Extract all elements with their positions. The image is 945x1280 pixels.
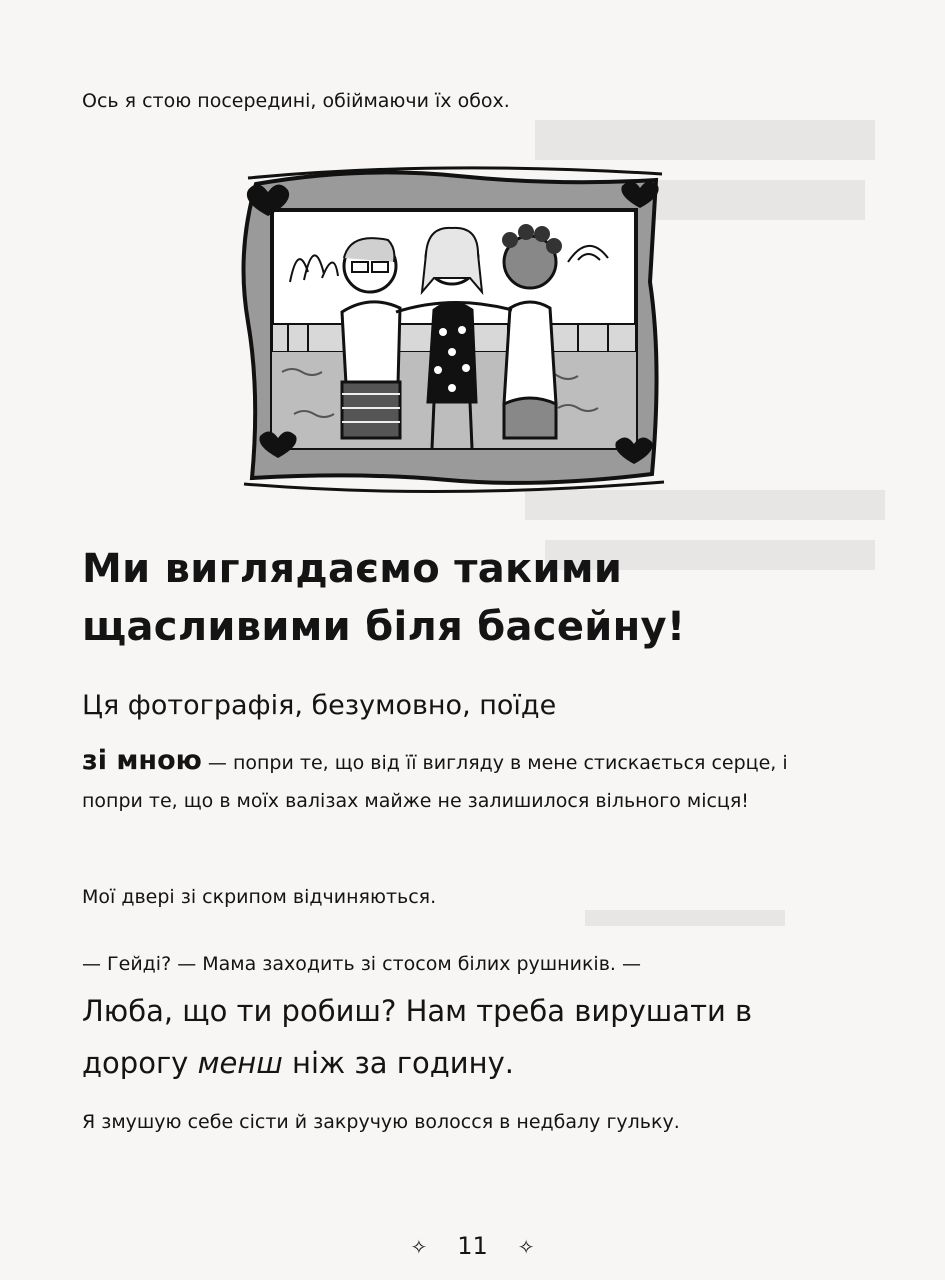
dialog-quote <box>82 985 845 1089</box>
paragraph-1-body <box>82 742 845 820</box>
paragraph-1-rest: — попри те, що від її вигляду в мене стискається серце, і попри те, що в моїх валізах майже не залишилося вільного місця! <box>82 752 788 812</box>
page-number: 11 <box>457 1232 488 1260</box>
headline-line-2: щасливими біля басейну! <box>82 604 686 650</box>
paragraph-1-lead: Ця фотографія, безумовно, поїде <box>82 690 557 721</box>
headline <box>82 540 845 656</box>
paragraph-2: Мої двері зі скрипом відчиняються. <box>82 886 437 908</box>
dialog-italic: менш <box>197 1046 283 1080</box>
caption-text: Ось я стою посередині, обіймаючи їх обох. <box>82 90 510 112</box>
paragraph-3: — Гейді? — Мама заходить зі стосом білих рушників. — <box>82 953 641 975</box>
dialog-before: Люба, що ти робиш? Нам треба вирушати в дорогу <box>82 994 753 1080</box>
sparkle-icon-right: ✧ <box>517 1235 535 1259</box>
pool-photo-illustration <box>238 162 670 494</box>
page-footer <box>0 1232 945 1260</box>
paragraph-1-emphasis: зі мною <box>82 745 202 776</box>
dialog-after: ніж за годину. <box>282 1046 514 1080</box>
headline-line-1: Ми виглядаємо такими <box>82 546 623 592</box>
sparkle-icon-left: ✧ <box>410 1235 428 1259</box>
paragraph-4: Я змушую себе сісти й закручую волосся в недбалу гульку. <box>82 1111 680 1133</box>
